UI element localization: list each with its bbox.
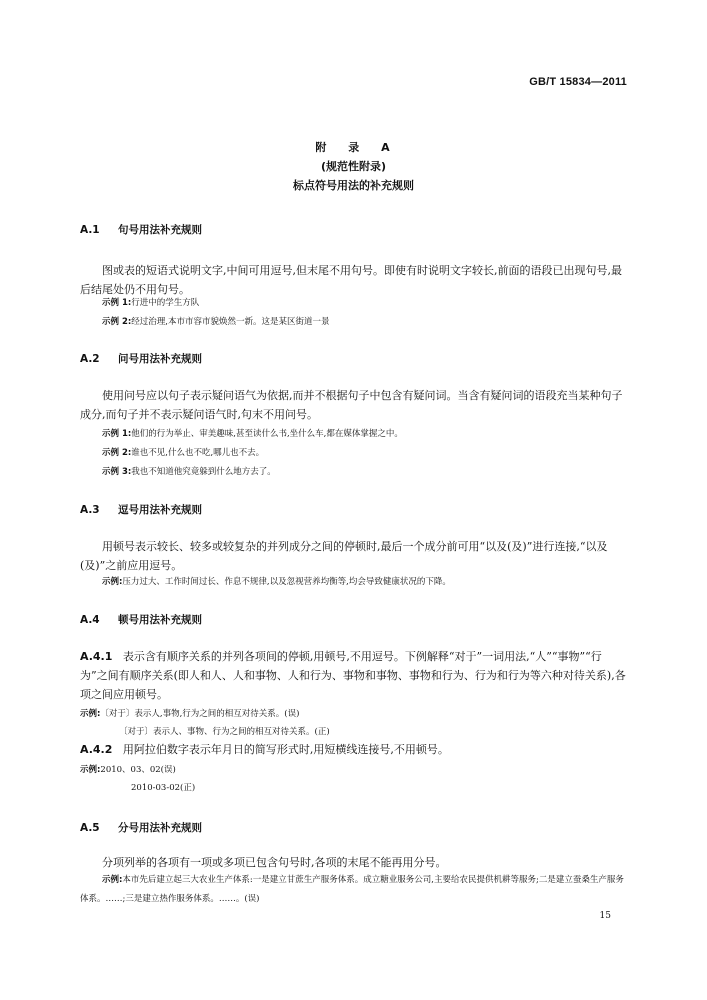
section-title: 顿号用法补充规则	[118, 614, 202, 626]
example-a4-2-correct: 2010-03-02(正)	[131, 783, 196, 793]
section-title: 问号用法补充规则	[118, 353, 202, 365]
paragraph-a3: 用顿号表示较长、较多或较复杂的并列成分之间的停顿时,最后一个成分前可用“以及(及)”进行连接,“以及(及)”之前应用逗号。	[80, 540, 608, 572]
example-text: 本市先后建立起三大农业生产体系:一是建立甘蔗生产服务体系。成立糖业服务公司,主要给农民提供机耕等服务;二是建立蚕桑生产服务体系。……;三是建立热作服务体系。……。(误)	[80, 875, 624, 904]
section-title: 逗号用法补充规则	[118, 504, 202, 516]
subsection-number: A.4.1	[80, 650, 113, 663]
example-a1-1	[102, 294, 628, 313]
example-label: 示例 1:	[102, 298, 132, 308]
example-text: 压力过大、工作时间过长、作息不规律,以及忽视营养均衡等,均会导致健康状况的下降。	[122, 577, 451, 587]
section-number: A.1	[80, 224, 100, 236]
standard-code: GB/T 15834—2011	[529, 76, 627, 88]
subsection-text: 表示含有顺序关系的并列各项间的停顿,用顿号,不用逗号。下例解释“对于”一词用法,“人”“事物”“行为”之间有顺序关系(即人和人、人和事物、人和行为、事物和事物、事物和行为、行为和行为等六种对待关系),各项之间应用顿号。	[80, 650, 626, 701]
example-text: 谁也不见,什么也不吃,哪儿也不去。	[131, 448, 265, 458]
example-a5	[80, 871, 628, 909]
example-label: 示例:	[102, 577, 123, 587]
section-heading-a3	[80, 502, 202, 517]
section-heading-a5	[80, 820, 202, 835]
example-text: 2010、03、02(误)	[100, 765, 176, 775]
example-label: 示例 2:	[102, 448, 132, 458]
annex-name: 标点符号用法的补充规则	[293, 179, 414, 192]
annex-title: 附 录 A	[315, 141, 392, 154]
example-a2-1	[102, 425, 628, 444]
example-text: 经过治理,本市市容市貌焕然一新。这是某区街道一景	[131, 317, 330, 327]
section-title: 句号用法补充规则	[118, 224, 202, 236]
example-a4-1-correct: 〔对于〕表示人、事物、行为之间的相互对待关系。(正)	[119, 727, 330, 737]
example-a2-2	[102, 444, 628, 463]
section-title: 分号用法补充规则	[118, 822, 202, 834]
subsection-number: A.4.2	[80, 743, 113, 756]
example-text: 我也不知道他究竟躲到什么地方去了。	[131, 467, 276, 477]
paragraph-a2: 使用问号应以句子表示疑问语气为依据,而并不根据句子中包含有疑问词。当含有疑问词的语段充当某种句子成分,而句子并不表示疑问语气时,句末不用问号。	[80, 389, 623, 421]
section-heading-a1	[80, 222, 202, 237]
example-label: 示例:	[80, 765, 101, 775]
annex-subtitle: (规范性附录)	[320, 160, 387, 173]
section-heading-a2	[80, 351, 202, 366]
section-number: A.3	[80, 504, 100, 516]
subsection-text: 用阿拉伯数字表示年月日的简写形式时,用短横线连接号,不用顿号。	[122, 743, 449, 756]
paragraph-a4-2	[80, 740, 628, 759]
example-label: 示例 1:	[102, 429, 132, 439]
page-number: 15	[599, 911, 611, 921]
example-label: 示例 3:	[102, 467, 132, 477]
paragraph-a4-1	[80, 647, 628, 704]
section-number: A.5	[80, 822, 100, 834]
example-a2-3	[102, 463, 628, 482]
example-label: 示例:	[102, 875, 123, 885]
example-text: 〔对于〕表示人,事物,行为之间的相互对待关系。(误)	[100, 709, 300, 719]
example-a4-1-wrong	[80, 705, 606, 724]
section-number: A.2	[80, 353, 100, 365]
example-text: 他们的行为举止、审美趣味,甚至读什么书,坐什么车,都在媒体掌握之中。	[131, 429, 403, 439]
example-a3	[102, 573, 628, 592]
example-a1-2	[102, 313, 628, 332]
paragraph-a1: 图或表的短语式说明文字,中间可用逗号,但末尾不用句号。即使有时说明文字较长,前面的语段已出现句号,最后结尾处仍不用句号。	[80, 264, 622, 296]
example-a4-2-wrong	[80, 761, 606, 780]
example-text: 行进中的学生方队	[131, 298, 200, 308]
example-label: 示例:	[80, 709, 101, 719]
section-number: A.4	[80, 614, 100, 626]
example-label: 示例 2:	[102, 317, 132, 327]
section-heading-a4	[80, 612, 202, 627]
paragraph-a5: 分项列举的各项有一项或多项已包含句号时,各项的末尾不能再用分号。	[102, 856, 447, 869]
